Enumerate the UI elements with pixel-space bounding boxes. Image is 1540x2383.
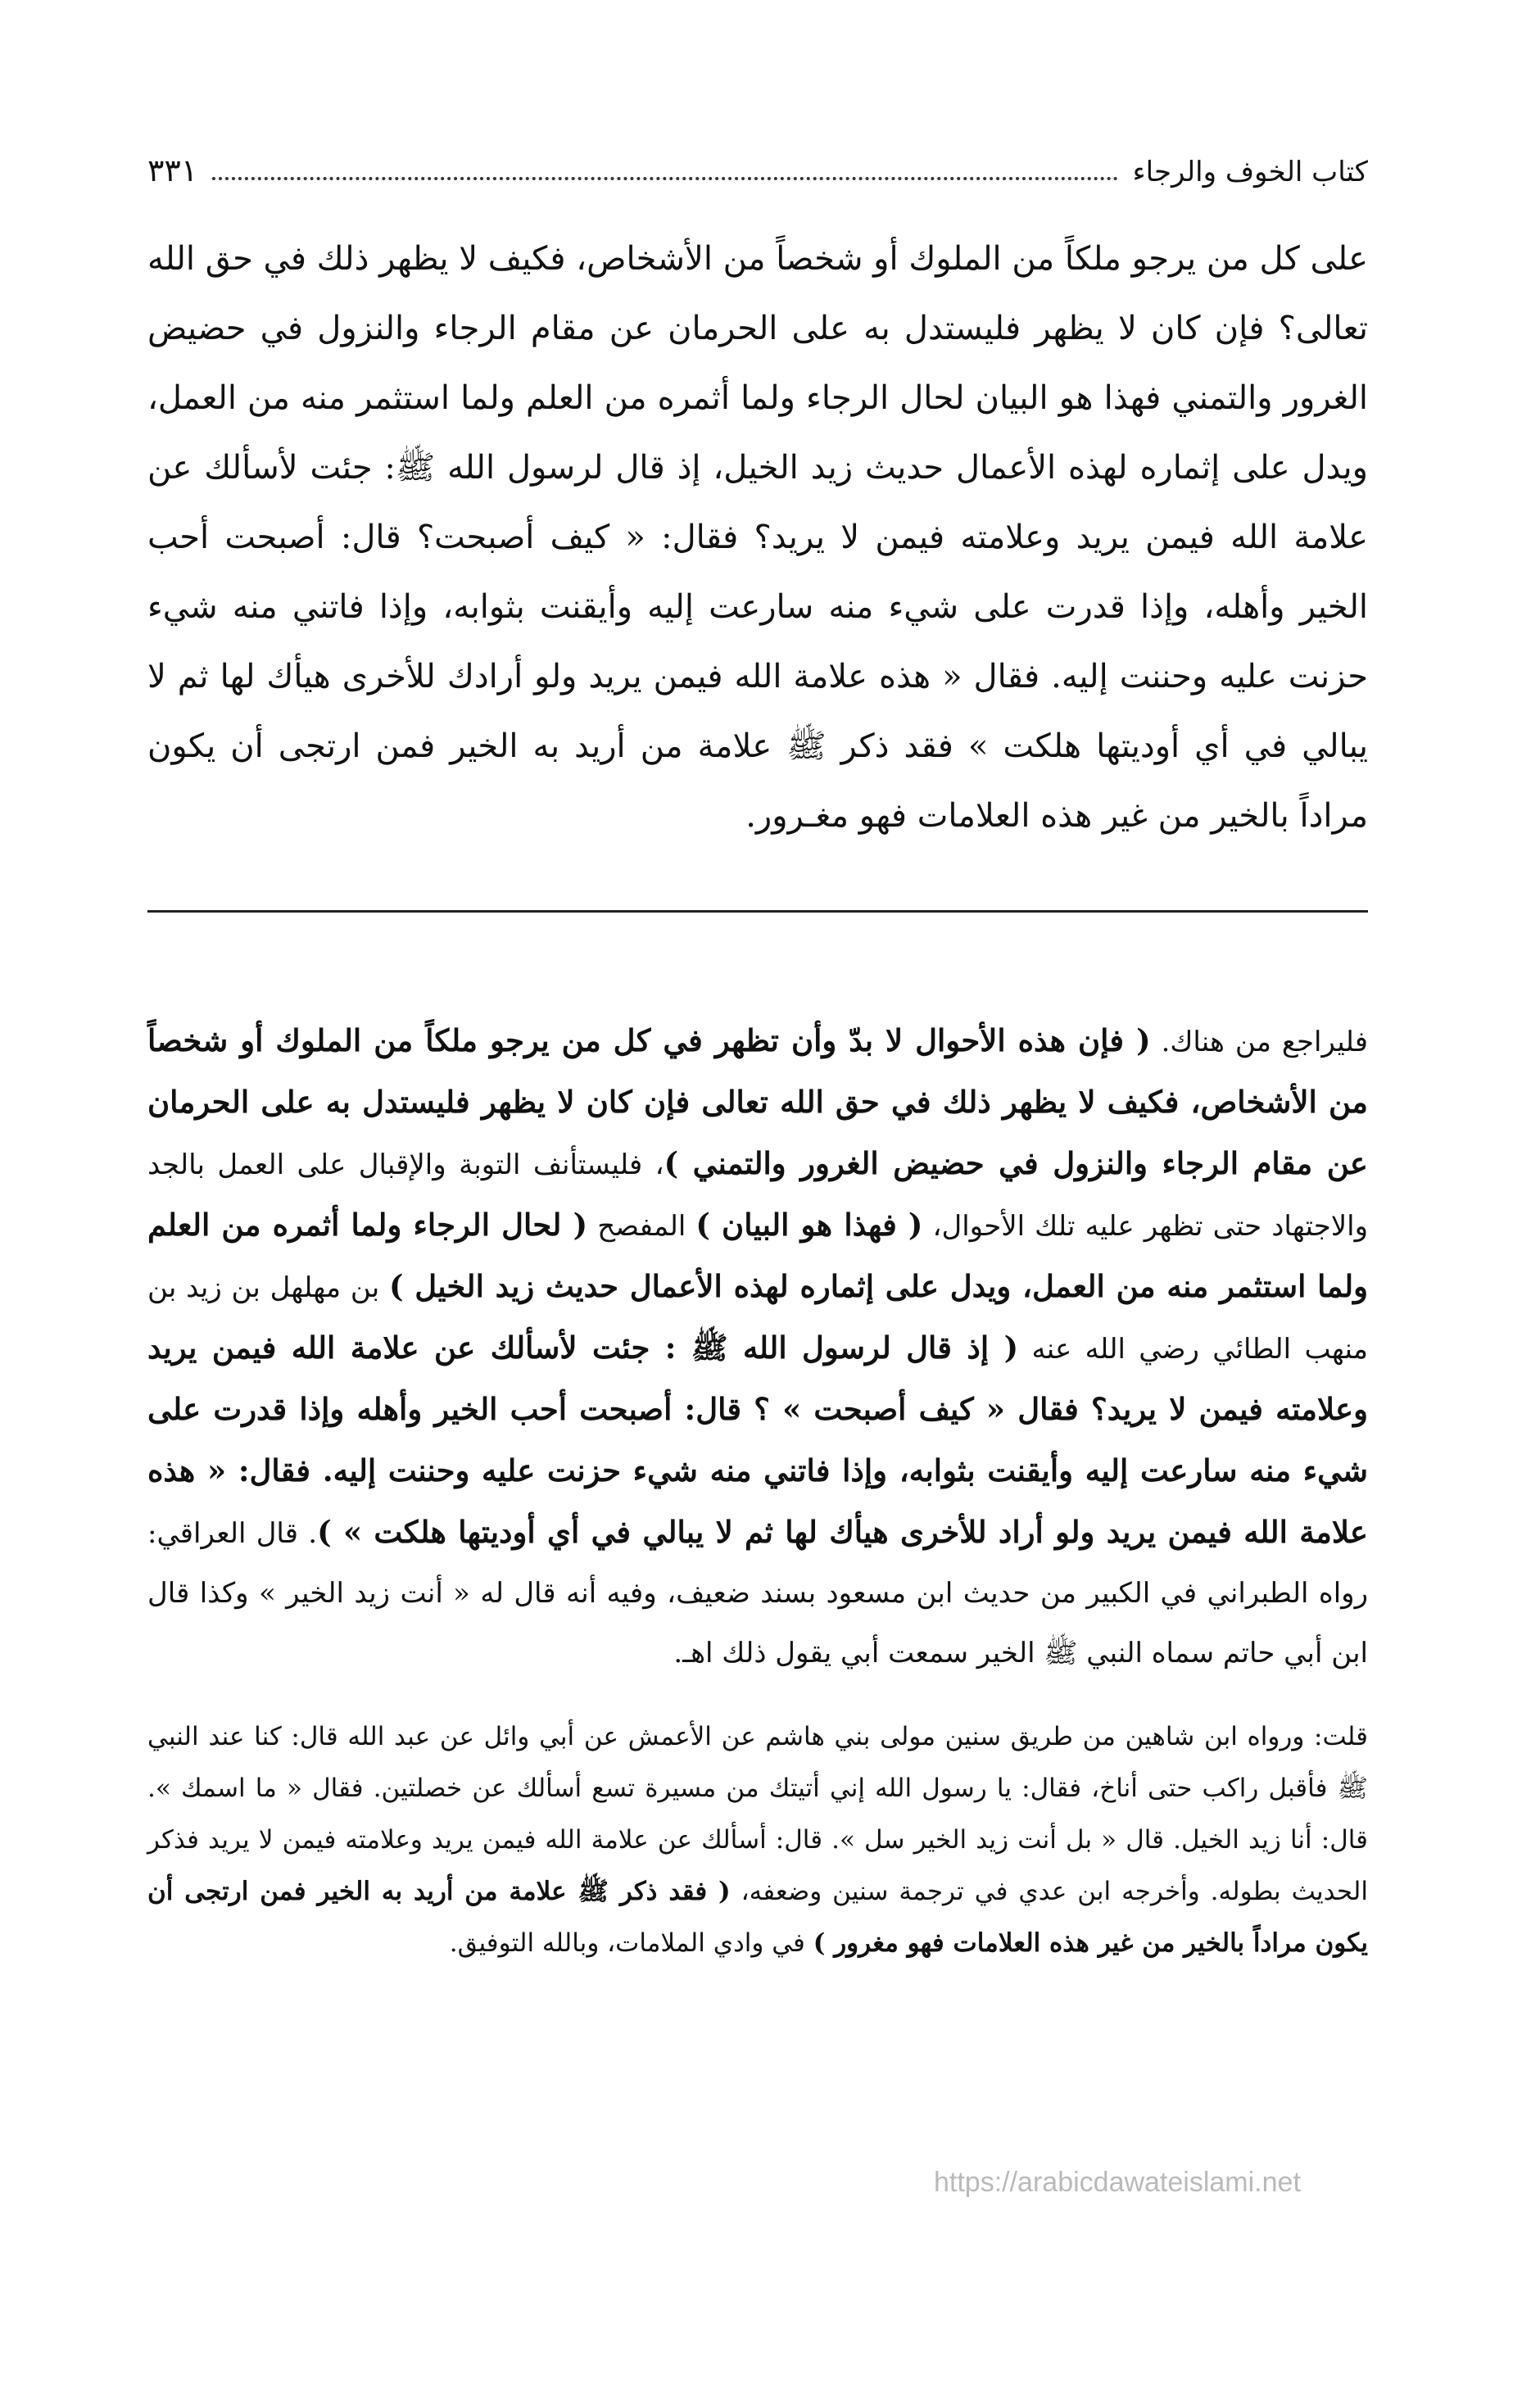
commentary-text-segment: . قال العراقي: رواه الطبراني في الكبير من حديث ابن مسعود بسند ضعيف، وفيه أنه قال له « أنت زيد الخير » وكذا قال ابن أبي حاتم سماه النبي ﷺ الخير سمعت أبي يقول ذلك اهـ. bbox=[147, 1517, 1368, 1669]
commentary-text-segment: المفصح bbox=[587, 1210, 696, 1243]
commentary-text-segment: بن مهلهل بن زيد بن منهب الطائي رضي الله عنه bbox=[147, 1271, 1368, 1366]
book-page bbox=[147, 123, 1368, 1995]
quoted-text-segment: ( فإن هذه الأحوال لا بدّ وأن تظهر في كل من يرجو ملكاً من الملوك أو شخصاً من الأشخاص، فكيف لا يظهر ذلك في حق الله تعالى فإن كان لا يظهر فليستدل به على الحرمان عن مقام الرجاء والنزول في حضيض الغرور والتمني ) bbox=[147, 1022, 1368, 1181]
quoted-text-segment: ( فقد ذكر ﷺ علامة من أريد به الخير فمن ارتجى أن يكون مراداً بالخير من غير هذه العلامات فهو مغرور ) bbox=[147, 1877, 1368, 1958]
quoted-text-segment: ( إذ قال لرسول الله ﷺ : جئت لأسألك عن علامة الله فيمن يريد وعلامته فيمن لا يريد؟ فقال « كيف أصبحت » ؟ قال: أصبحت أحب الخير وأهله وإذا قدرت على شيء منه سارعت إليه وأيقنت بثوابه، وإذا فاتني منه شيء حزنت عليه وحننت إليه. فقال: « هذه علامة الله فيمن يريد ولو أراد للأخرى هيأك لها ثم لا يبالي في أي أوديتها هلكت » ) bbox=[147, 1330, 1369, 1550]
page-header bbox=[147, 123, 1368, 188]
commentary-text-segment: في وادي الملامات، وبالله التوفيق. bbox=[449, 1928, 813, 1958]
note-paragraph bbox=[147, 1711, 1368, 1969]
note-section bbox=[147, 1711, 1368, 1969]
page-number: ٣٣١ bbox=[147, 152, 198, 188]
running-title: كتاب الخوف والرجاء bbox=[1132, 156, 1368, 188]
quoted-text-segment: ( فهذا هو البيان ) bbox=[695, 1207, 923, 1243]
main-paragraph: على كل من يرجو ملكاً من الملوك أو شخصاً من الأشخاص، فكيف لا يظهر ذلك في حق الله تعالى؟ فإن كان لا يظهر فليستدل به على الحرمان عن مقام الرجاء والنزول في حضيض الغرور والتمني فهذا هو البيان لحال الرجاء ولما أثمره من العلم ولما استثمر منه من العمل، ويدل على إثماره لهذه الأعمال حديث زيد الخيل، إذ قال لرسول الله ﷺ: جئت لأسألك عن علامة الله فيمن يريد وعلامته فيمن لا يريد؟ فقال: « كيف أصبحت؟ قال: أصبحت أحب الخير وأهله، وإذا قدرت على شيء منه سارعت إليه وأيقنت بثوابه، وإذا فاتني منه شيء حزنت عليه وحننت إليه. فقال « هذه علامة الله فيمن يريد ولو أرادك للأخرى هيأك لها ثم لا يبالي في أي أوديتها هلكت » فقد ذكر ﷺ علامة من أريد به الخير فمن ارتجى أن يكون مراداً بالخير من غير هذه العلامات فهو مغـرور. bbox=[147, 240, 1369, 835]
commentary-text-segment: فليراجع من هناك. bbox=[1150, 1026, 1368, 1058]
commentary-text-segment: قلت: ورواه ابن شاهين من طريق سنين مولى بني هاشم عن الأعمش عن أبي وائل عن عبد الله قال: كنا عند النبي ﷺ فأقبل راكب حتى أناخ، فقال: يا رسول الله إني أتيتك من مسيرة تسع أسألك عن خصلتين. فقال « ما اسمك ». قال: أنا زيد الخيل. قال « بل أنت زيد الخير سل ». قال: أسألك عن علامة الله فيمن يريد وعلامته فيمن لا يريد فذكر الحديث بطوله. وأخرجه ابن عدي في ترجمة سنين وضعفه، bbox=[147, 1722, 1368, 1906]
quoted-text-segment: ( لحال الرجاء ولما أثمره من العلم ولما استثمر منه من العمل، ويدل على إثماره لهذه الأعمال حديث زيد الخيل ) bbox=[147, 1207, 1368, 1304]
commentary-section bbox=[147, 1011, 1368, 1683]
footnote-separator bbox=[147, 910, 1368, 913]
main-text bbox=[147, 224, 1368, 851]
commentary-text-segment: ، فليستأنف التوبة والإقبال على العمل بالجد والاجتهاد حتى تظهر عليه تلك الأحوال، bbox=[147, 1148, 1368, 1243]
watermark-url: https://arabicdawateislami.net bbox=[934, 2167, 1301, 2198]
commentary-paragraph bbox=[147, 1011, 1368, 1683]
leader-dots bbox=[212, 177, 1117, 180]
